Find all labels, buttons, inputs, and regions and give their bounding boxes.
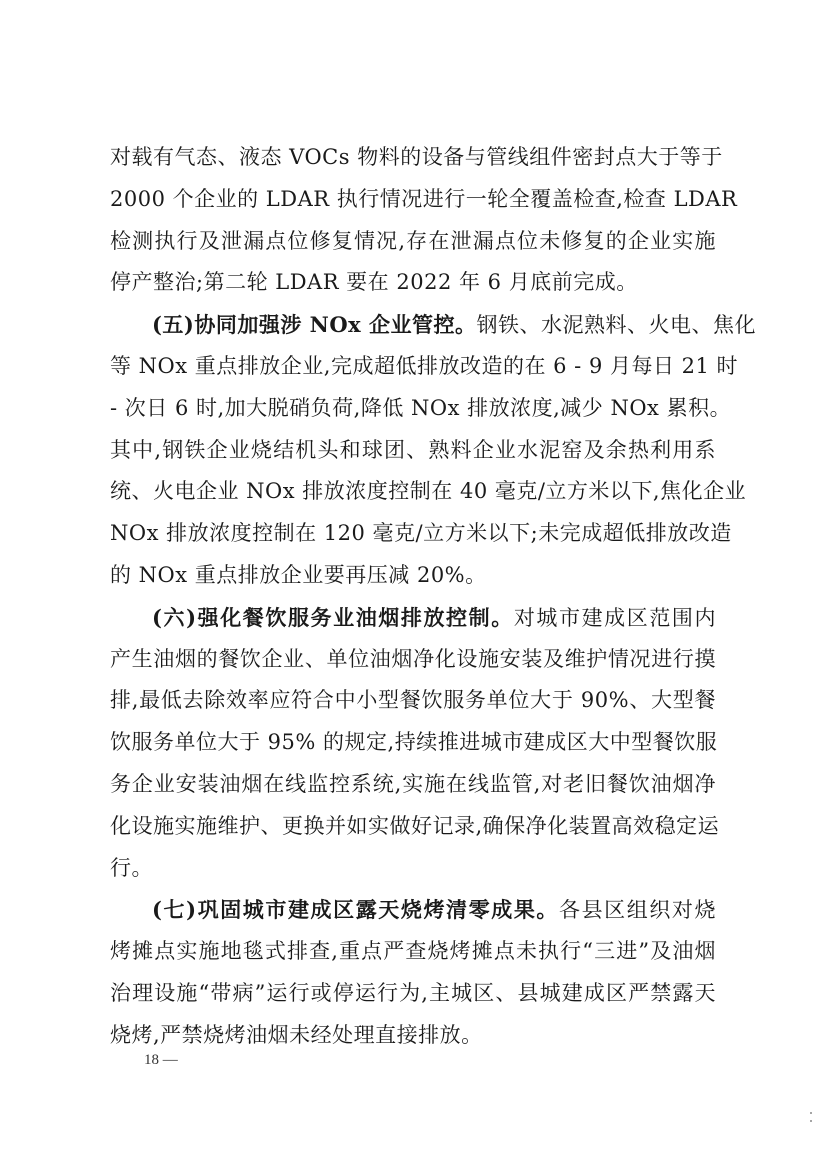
text-line: 行。 [110,855,153,880]
text-line: 排,最低去除效率应符合中小型餐饮服务单位大于 90%、大型餐 [110,688,716,713]
text-line: 检测执行及泄漏点位修复情况,存在泄漏点位未修复的企业实施 [110,228,716,253]
text-line: 务企业安装油烟在线监控系统,实施在线监管,对老旧餐饮油烟净 [110,771,716,796]
body-text [110,137,757,1057]
text-line: 产生油烟的餐饮企业、单位油烟净化设施安装及维护情况进行摸 [110,646,716,671]
text-fragment: 各县区组织对烧 [559,898,717,923]
scan-speck [810,1112,812,1114]
paragraph-first-line [110,597,716,639]
text-line: 停产整治;第二轮 LDAR 要在 2022 年 6 月底前完成。 [110,270,638,295]
text-line: 其中,钢铁企业烧结机头和球团、熟料企业水泥窑及余热利用系 [110,437,716,462]
section-heading-5: (五)协同加强涉 NOx 企业管控。 [152,312,477,338]
text-line: 统、火电企业 NOx 排放浓度控制在 40 毫克/立方米以下,焦化企业 [110,479,747,504]
text-fragment: 钢铁、水泥熟料、火电、焦化 [476,313,757,338]
paragraph-first-line [110,889,716,931]
section-heading-6: (六)强化餐饮服务业油烟排放控制。 [152,604,514,630]
text-line: 等 NOx 重点排放企业,完成超低排放改造的在 6 - 9 月每日 21 时 [110,353,739,378]
paragraph-first-line [110,304,757,346]
text-line: 的 NOx 重点排放企业要再压减 20%。 [110,562,487,587]
text-line: 烧烤,严禁烧烤油烟未经处理直接排放。 [110,1022,483,1047]
text-line: - 次日 6 时,加大脱硝负荷,降低 NOx 排放浓度,减少 NOx 累积。 [110,395,732,420]
text-fragment: 对城市建成区范围内 [513,605,717,630]
text-line: 治理设施“带病”运行或停运行为,主城区、县城建成区严禁露天 [110,980,716,1005]
text-line: NOx 排放浓度控制在 120 毫克/立方米以下;未完成超低排放改造 [110,521,732,546]
text-line: 烤摊点实施地毯式排查,重点严查烧烤摊点未执行“三进”及油烟 [110,939,716,964]
text-line: 2000 个企业的 LDAR 执行情况进行一轮全覆盖检查,检查 LDAR [110,186,738,211]
text-line: 对载有气态、液态 VOCs 物料的设备与管线组件密封点大于等于 [110,145,723,169]
text-line: 饮服务单位大于 95% 的规定,持续推进城市建成区大中型餐饮服 [110,730,718,755]
scan-speck [810,1120,812,1122]
text-line: 化设施实施维护、更换并如实做好记录,确保净化装置高效稳定运 [110,813,720,838]
section-heading-7: (七)巩固城市建成区露天烧烤清零成果。 [152,897,559,923]
page-number: 18 — [144,1052,178,1068]
